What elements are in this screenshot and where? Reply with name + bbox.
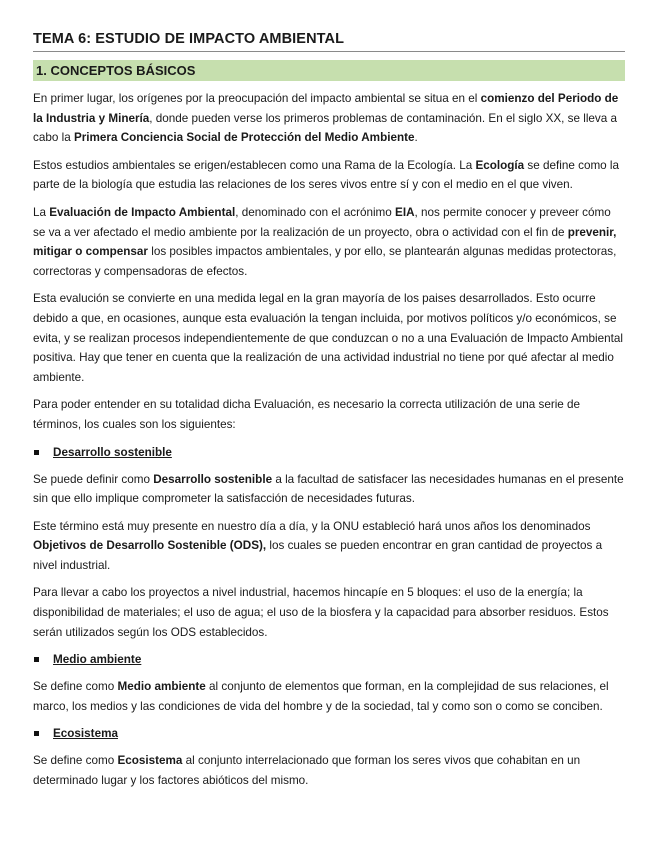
bullet-medio-ambiente [33,650,625,669]
bullet-label: Desarrollo sostenible [53,445,172,459]
bullet-label: Ecosistema [53,727,118,741]
paragraph-legal: Esta evalución se convierte en una medida legal en la gran mayoría de los paises desarrollados. Esto ocurre debido a que, en ocasiones, aunque esta evaluación la tengan incluida, por motivos políticos y/o económicos, se evita, y se realizan procesos independientemente de que conduzcan o no a una Evaluación de Impacto Ambiental positiva. Hay que tener en cuenta que la realización de una actividad industrial no tiene por qué afectar al medio ambiente. [33,292,623,384]
section-heading: 1. CONCEPTOS BÁSICOS [33,60,625,81]
bullet-square-icon [34,731,39,736]
paragraph-sostenible-def: Se puede definir como Desarrollo sostenible a la facultad de satisfacer las necesidades humanas en el presente sin que ello implique comprometer la satisfacción de necesidades futuras. [33,472,624,506]
paragraph-medio-ambiente-def: Se define como Medio ambiente al conjunto de elementos que forman, en la complejidad de sus relaciones, el marco, los medios y las condiciones de vida del hombre y de la sociedad, tal y como son o como se conciben. [33,680,609,713]
bullet-square-icon [34,657,39,662]
paragraph-terms-intro: Para poder entender en su totalidad dicha Evaluación, es necesario la correcta utilización de una serie de términos, los cuales son los siguientes: [33,398,581,431]
bullet-ecosistema [33,724,625,743]
paragraph-ods: Este término está muy presente en nuestro día a día, y la ONU estableció hará unos años los denominados Objetivos de Desarrollo Sostenible (ODS), los cuales se pueden encontrar en gran cantidad de proyectos a nivel industrial. [33,519,603,572]
paragraph-eia: La Evaluación de Impacto Ambiental, denominado con el acrónimo EIA, nos permite conocer y preveer cómo se va a ver afectado el medio ambiente por la realización de un proyecto, obra o actividad con el fin de prevenir, mitigar o compensar los posibles impactos ambientales, y por ello, se plantearán algunas medidas protectoras, correctoras y compensadoras de efectos. [33,205,617,278]
paragraph-ecology: Estos estudios ambientales se erigen/establecen como una Rama de la Ecología. La Ecología se define como la parte de la biología que estudia las relaciones de los seres vivos entre sí y con el medio en el que viven. [33,158,620,192]
bullet-square-icon [34,450,39,455]
bullet-label: Medio ambiente [53,653,142,667]
bullet-desarrollo-sostenible [33,443,625,462]
document-title: TEMA 6: ESTUDIO DE IMPACTO AMBIENTAL [33,31,625,52]
paragraph-bloques: Para llevar a cabo los proyectos a nivel industrial, hacemos hincapíe en 5 bloques: el uso de la energía; la disponibilidad de materiales; el uso de agua; el uso de la biosfera y la capacidad para absorber residuos. Estos serán utilizados según los ODS establecidos. [33,586,609,639]
paragraph-ecosistema-def: Se define como Ecosistema al conjunto interrelacionado que forman los seres vivos que cohabitan en un determinado lugar y los factores abióticos del mismo. [33,754,581,788]
document-page [33,31,625,791]
paragraph-origins: En primer lugar, los orígenes por la preocupación del impacto ambiental se situa en el comienzo del Periodo de la Industria y Minería, donde pueden verse los primeros problemas de contaminación. En el siglo XX, se lleva a cabo la Primera Conciencia Social de Protección del Medio Ambiente. [33,92,619,145]
